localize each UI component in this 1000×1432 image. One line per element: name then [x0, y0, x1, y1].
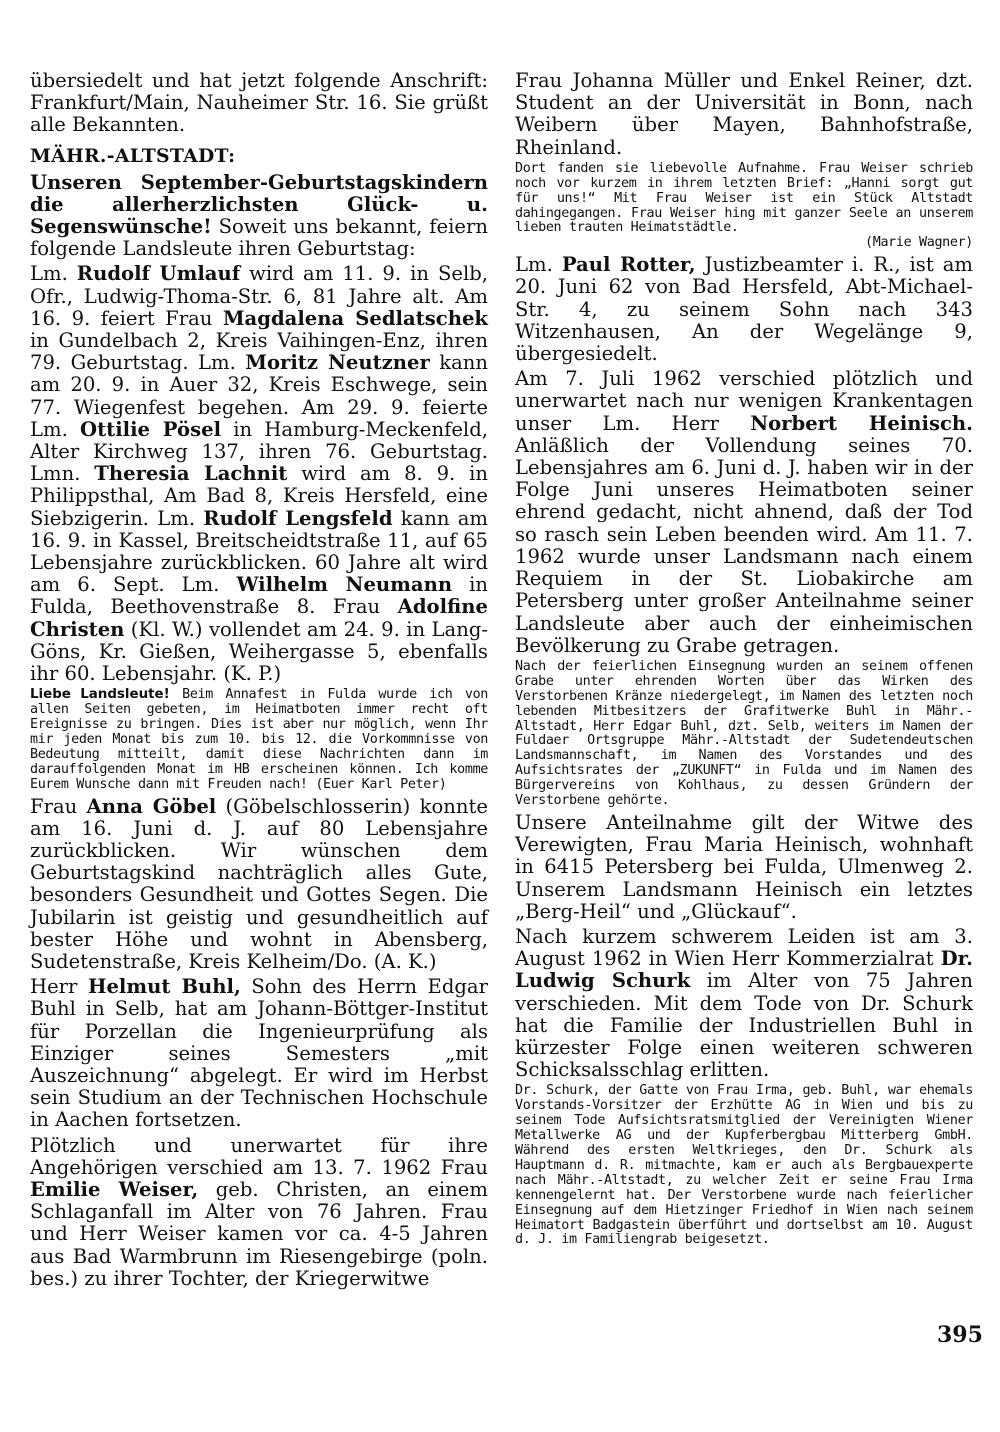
text-run: Sohn des Herrn Edgar Buhl in Selb, hat am Johann-Böttger-Institut für Porzellan die Ingenieurprüfung als Einziger seines Semesters „mit Auszeichnung“ abgelegt. Er wird im Herbst sein Studium an der Technischen Hochschule in Aachen fortsetzen. [30, 975, 488, 1132]
person-name: Anna Göbel [86, 794, 217, 818]
paragraph-norbert-heinisch [515, 368, 973, 657]
paragraph-birthdays [30, 263, 488, 685]
paragraph-birthday-greeting [30, 172, 488, 261]
note-schurk: Dr. Schurk, der Gatte von Frau Irma, geb. Buhl, war ehemals Vorstands-Vorsitzer der Erzhütte AG in Wien und bis zu seinem Tode Aufsichtsratsmitglied der Vereinigten Wiener Metallwerke AG und der Kupferbergbau Mitterberg GmbH. Während des ersten Weltkrieges, den Dr. Schurk als Hauptmann d. R. mitmachte, kam er auch als Bergbauexperte nach Mähr.-Altstadt, zu welcher Zeit er seine Frau Irma kennengelernt hat. Der Verstorbene wurde nach feierlicher Einsegnung auf dem Hietzinger Friedhof in Wien nach seinem Heimatort Badgastein überführt und dortselbst am 10. August d. J. im Familiengrab beigesetzt. [515, 1083, 973, 1248]
person-name: Rudolf Umlauf [76, 262, 241, 286]
paragraph-condolence: Unsere Anteilnahme gilt der Witwe des Verewigten, Frau Maria Heinisch, wohnhaft in 6415 Petersberg bei Fulda, Ulmenweg 2. Unserem Landsmann Heinisch ein letztes „Berg-Heil“ und „Glückauf“. [515, 810, 973, 923]
person-name: Ottilie Pösel [80, 417, 222, 441]
paragraph-address: übersiedelt und hat jetzt folgende Anschrift: Frankfurt/Main, Nauheimer Str. 16. Sie grüßt alle Bekannten. [30, 69, 488, 137]
text-run: geb. Christen, an einem Schlaganfall im Alter von 76 Jahren. Frau und Herr Weiser kamen vor ca. 4-5 Jahren aus Bad Warmbrunn im Riesengebirge (poln. bes.) zu ihrer Tochter, der Kriegerwitwe [30, 1178, 488, 1290]
text-run: Am 7. Juli 1962 verschied plötzlich und unerwartet nach nur wenigen Krankentagen unser Lm. Herr [515, 367, 973, 435]
person-name: Wilhelm Neumann [236, 573, 453, 597]
text-run: Lm. [515, 253, 562, 277]
text-run: Nach kurzem schwerem Leiden ist am 3. August 1962 in Wien Herr Kommerzialrat [515, 924, 973, 971]
section-heading-maehr-altstadt: MÄHR.-ALTSTADT: [30, 144, 236, 167]
paragraph-paul-rotter [515, 254, 973, 365]
text-run: Lm. [30, 262, 77, 286]
person-name: Helmut Buhl, [87, 975, 241, 999]
person-name: Moritz Neutzner [245, 351, 430, 375]
person-name: Emilie Weiser, [30, 1178, 199, 1202]
person-name: Norbert Heinisch. [750, 411, 973, 435]
text-run: Frau [30, 794, 87, 818]
text-run: (Kl. W.) vollendet am 24. 9. in Lang-Göns, Kr. Gießen, Weihergasse 5, ebenfalls ihr 60. Lebensjahr. (K. P.) [30, 617, 488, 686]
text-run: wird am 8. 9. in Philippsthal, Am Bad 8, Kreis Hersfeld, eine Siebzigerin. Lm. [30, 462, 489, 530]
text-run: (Göbelschlosserin) konnte am 16. Juni d. J. auf 80 Lebensjahre zurückblicken. Wir wünschen dem Geburtstagskind nachträglich alles Gute, besonders Gesundheit und Gottes Segen. Die Jubilarin ist geistig und gesundheitlich auf bester Höhe und wohnt in Abensberg, Sudetenstraße, Kreis Kelheim/Do. (A. K.) [30, 794, 488, 974]
text-run: in Fulda, Beethovenstraße 8. Frau [30, 573, 488, 619]
text-run: Justizbeamter i. R., ist am 20. Juni 62 von Bad Hersfeld, Abt-Michael-Str. 4, zu seinem Sohn nach 343 Witzenhausen, An der Wegelänge 9, übergesiedelt. [515, 253, 973, 366]
paragraph-anna-goebel [30, 796, 488, 974]
text-run: im Alter von 75 Jahren verschieden. Mit dem Tode von Dr. Schurk hat die Familie der Industriellen Buhl in kürzester Folge einen weiteren schweren Schicksalsschlag erlitten. [515, 969, 973, 1082]
note-funeral: Nach der feierlichen Einsegnung wurden an seinem offenen Grabe unter ehrenden Worten über das Wirken des Verstorbenen Kränze niedergelegt, im Namen des letzten noch lebenden Mitbesitzers der Grafitwerke Buhl in Mähr.-Altstadt, Herr Edgar Buhl, dzt. Selb, weiters im Namen der Fuldaer Ortsgruppe Mähr.-Altstadt der Sudetendeutschen Landsmannschaft, im Namen des Vorstandes und des Aufsichtsrates der „ZUKUNFT“ in Fulda und im Namen des Bürgervereins von Kohlhaus, zu dessen Gründern der Verstorbene gehörte. [515, 658, 973, 809]
text-run: Anläßlich der Vollendung seines 70. Lebensjahres am 6. Juni d. J. haben wir in der Folge Juni unseres Heimatboten seiner ehrend gedacht, nicht ahnend, daß der Tod so rasch sein Leben beenden wird. Am 11. 7. 1962 wurde unser Landsmann nach einem Requiem in der St. Liobakirche am Petersberg unter großer Anteilnahme seiner Landsleute aber auch der einheimischen Bevölkerung zu Grabe getragen. [515, 433, 973, 657]
text-run: wird am 11. 9. in Selb, Ofr., Ludwig-Thoma-Str. 6, 81 Jahre alt. Am 16. 9. feiert Frau [30, 262, 488, 330]
note-lead: Liebe Landsleute! [30, 687, 170, 703]
paragraph-johanna-mueller: Frau Johanna Müller und Enkel Reiner, dzt. Student an der Universität in Bonn, nach Weibern über Mayen, Bahnhofstraße, Rheinland. [515, 69, 973, 159]
person-name: Paul Rotter, [561, 253, 696, 277]
text-run: in Gundelbach 2, Kreis Vaihingen-Enz, ihren 79. Geburtstag. Lm. [30, 329, 488, 375]
page-number: 395 [937, 1322, 983, 1348]
paragraph-ludwig-schurk [515, 926, 973, 1081]
note-signature: (Marie Wagner) [865, 235, 973, 251]
text-run: Beim Annafest in Fulda wurde ich von allen Seiten gebeten, im Heimatboten immer recht oft Ereignisse zu bringen. Dies ist aber nur möglich, wenn Ihr mir jeden Monat bis zum 10. bis 12. die Vorkommnisse von Bedeutung mitteilt, damit diese Nachrichten dann im darauffolgenden Monat im HB erscheinen können. Ich komme Eurem Wunsche dann mit Freuden nach! (Euer Karl Peter) [30, 687, 488, 792]
text-run: in Hamburg-Meckenfeld, Alter Kirchweg 137, ihren 76. Geburtstag. Lmn. [30, 417, 488, 486]
person-name: Magdalena Sedlatschek [222, 306, 488, 330]
text-run: Plötzlich und unerwartet für ihre Angehörigen verschied am 13. 7. 1962 Frau [30, 1133, 488, 1179]
greeting-text: Soweit uns bekannt, feiern folgende Landsleute ihren Geburtstag: [30, 215, 488, 261]
note-liebe-landsleute [30, 688, 488, 792]
note-marie-wagner: Dort fanden sie liebevolle Aufnahme. Frau Weiser schrieb noch vor kurzem in ihrem letzten Brief: „Hanni sorgt gut für uns!“ Mit Frau Weiser ist ein Stück Altstadt dahingegangen. Frau Weiser hing mit ganzer Seele an unserem lieben trauten Heimatstädtle. [515, 160, 973, 236]
text-run: kann am 16. 9. in Kassel, Breitscheidtstraße 11, auf 65 Lebensjahre zurückblicken. 60 Jahre alt wird am 6. Sept. Lm. [30, 506, 488, 597]
right-column [515, 70, 973, 1248]
paragraph-emilie-weiser [30, 1135, 488, 1290]
paragraph-helmut-buhl [30, 976, 488, 1131]
text-run: kann am 20. 9. in Auer 32, Kreis Eschwege, sein 77. Wiegenfest begehen. Am 29. 9. feierte Lm. [30, 351, 488, 441]
person-name: Theresia Lachnit [94, 462, 288, 486]
person-name: Rudolf Lengsfeld [203, 506, 393, 530]
text-run: Herr [30, 975, 88, 999]
greeting-bold-text: Unseren September-Geburtstagskindern die allerherzlichsten Glück- u. Segenswünsche! [30, 170, 488, 239]
person-name: Dr. Ludwig Schurk [515, 947, 973, 993]
left-column [30, 70, 488, 1290]
person-name: Adolfine Christen [30, 595, 488, 641]
